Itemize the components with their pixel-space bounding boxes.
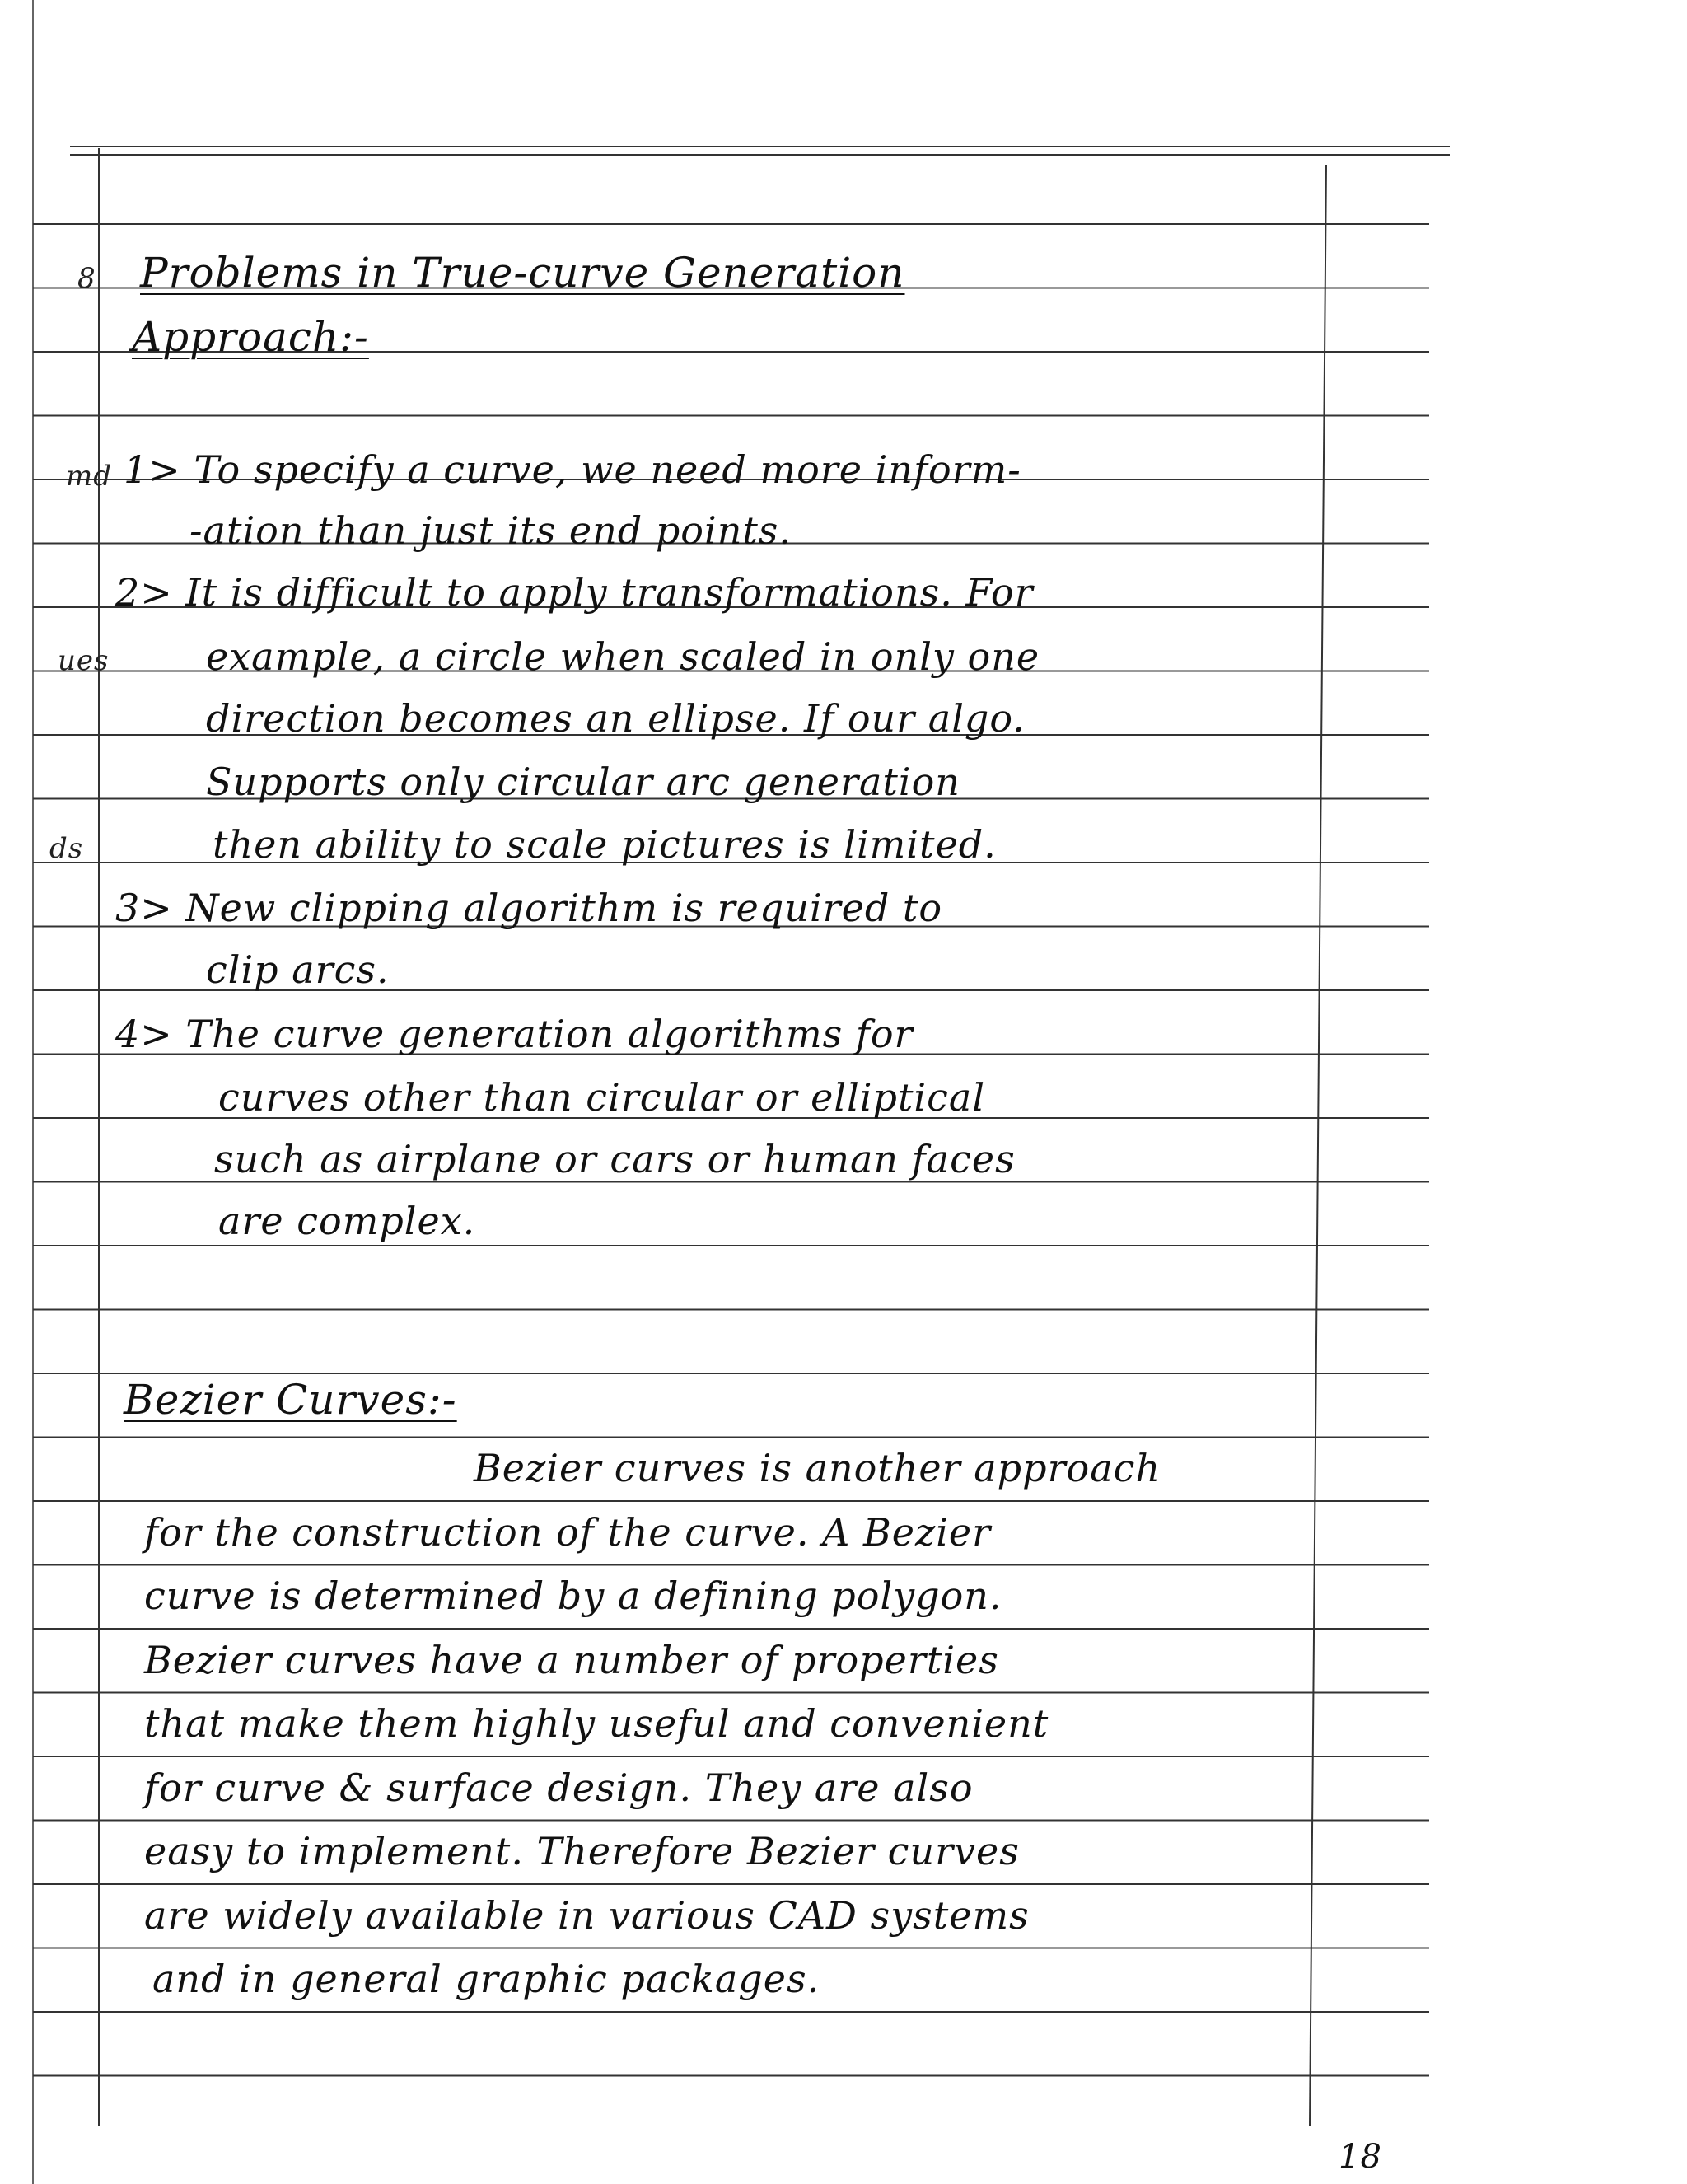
page-number: 18: [1339, 2138, 1382, 2176]
s1-line-5: direction becomes an ellipse. If our algo.: [206, 696, 1026, 741]
s2-line-2: for the construction of the curve. A Bezier: [144, 1510, 992, 1555]
s1-line-1: 1> To specify a curve, we need more inform-: [124, 447, 1021, 492]
s2-line-1: Bezier curves is another approach: [474, 1446, 1161, 1490]
margin-mark-8: 8: [77, 262, 96, 295]
s1-line-8: 3> New clipping algorithm is required to: [115, 886, 943, 930]
s1-line-3: 2> It is difficult to apply transformations. For: [115, 570, 1034, 615]
s1-line-11: curves other than circular or elliptical: [218, 1075, 986, 1120]
margin-mark-ds: ds: [49, 832, 84, 865]
s1-line-12: such as airplane or cars or human faces: [214, 1137, 1016, 1181]
s1-line-4: example, a circle when scaled in only one: [206, 634, 1040, 679]
section1-heading-line1: Problems in True-curve Generation: [140, 249, 905, 297]
margin-mark-ues: ues: [58, 644, 110, 677]
s2-line-8: are widely available in various CAD systems: [144, 1893, 1030, 1938]
s1-line-9: clip arcs.: [206, 947, 390, 992]
s2-line-4: Bezier curves have a number of properties: [144, 1638, 999, 1682]
s2-line-9: and in general graphic packages.: [152, 1957, 820, 2001]
margin-mark-md: md: [66, 460, 113, 493]
section1-heading-line2: Approach:-: [132, 313, 369, 361]
s2-line-7: easy to implement. Therefore Bezier curves: [144, 1829, 1020, 1873]
s1-line-2: -ation than just its end points.: [189, 508, 792, 553]
s2-line-3: curve is determined by a defining polygon.: [144, 1574, 1002, 1618]
s2-line-5: that make them highly useful and convenient: [144, 1701, 1049, 1746]
section2-heading: Bezier Curves:-: [124, 1376, 457, 1424]
s2-line-6: for curve & surface design. They are also: [144, 1765, 974, 1810]
s1-line-6: Supports only circular arc generation: [206, 760, 960, 804]
s1-line-10: 4> The curve generation algorithms for: [115, 1012, 914, 1056]
s1-line-13: are complex.: [218, 1199, 476, 1243]
s1-line-7: then ability to scale pictures is limited.: [213, 822, 997, 867]
